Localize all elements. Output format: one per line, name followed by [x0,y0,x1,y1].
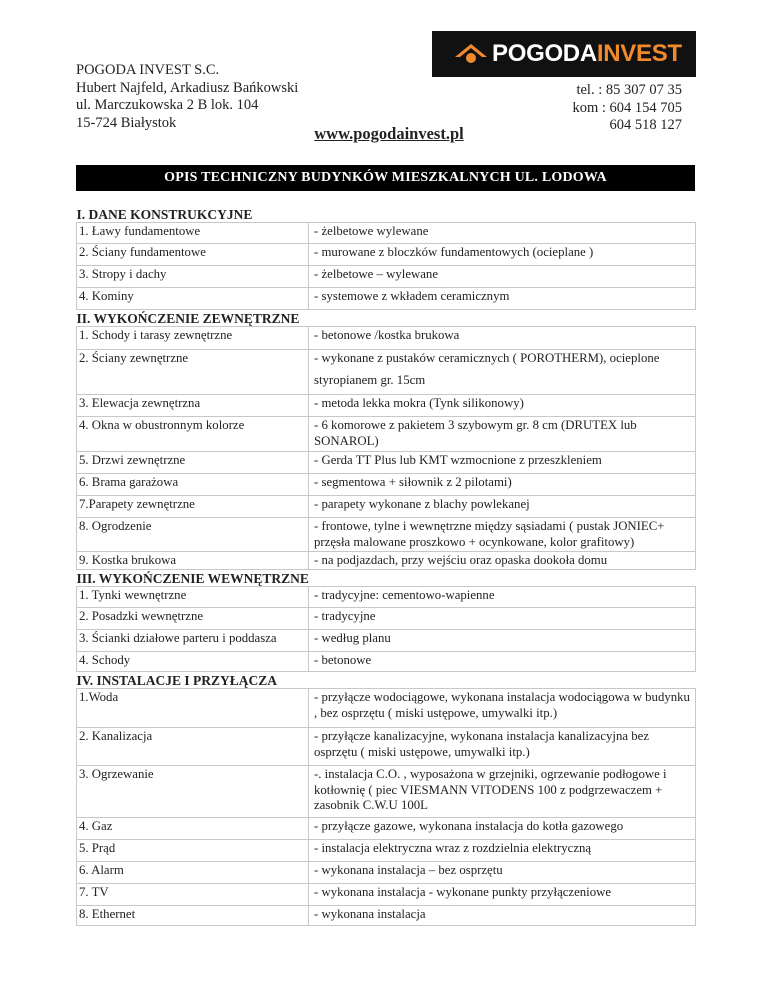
spec-value: - betonowe /kostka brukowa [309,327,696,350]
spec-table [76,206,696,926]
spec-row [77,518,696,552]
section-heading-row [77,310,696,327]
spec-label: 2. Posadzki wewnętrzne [77,608,309,630]
company-city: 15-724 Białystok [76,114,177,131]
spec-row [77,474,696,496]
spec-label: 6. Alarm [77,862,309,884]
spec-label: 6. Brama garażowa [77,474,309,496]
spec-label: 4. Gaz [77,818,309,840]
spec-value: - systemowe z wkładem ceramicznym [309,288,696,310]
spec-value: - przyłącze kanalizacyjne, wykonana instalacja kanalizacyjna bez osprzętu ( miski ustępowe, umywalki itp.) [309,728,696,766]
spec-row [77,840,696,862]
logo-text: POGODAINVEST [492,40,682,67]
spec-value: - tradycyjne [309,608,696,630]
spec-label: 9. Kostka brukowa [77,552,309,570]
spec-row [77,689,696,728]
section-heading: I. DANE KONSTRUKCYJNE [76,207,253,222]
spec-value: - instalacja elektryczna wraz z rozdzielnia elektryczną [309,840,696,862]
spec-row [77,417,696,452]
company-address [76,62,298,132]
spec-label: 2. Ściany zewnętrzne [77,350,309,395]
spec-row [77,766,696,818]
spec-value: - 6 komorowe z pakietem 3 szybowym gr. 8 cm (DRUTEX lub SONAROL) [309,417,696,452]
spec-row [77,496,696,518]
spec-row [77,862,696,884]
spec-value: - metoda lekka mokra (Tynk silikonowy) [309,395,696,417]
spec-label: 4. Kominy [77,288,309,310]
company-logo [432,31,696,77]
spec-label: 2. Ściany fundamentowe [77,244,309,266]
spec-row [77,395,696,417]
spec-row [77,630,696,652]
spec-row [77,818,696,840]
spec-value: - betonowe [309,652,696,672]
spec-label: 5. Drzwi zewnętrzne [77,452,309,474]
spec-label: 3. Elewacja zewnętrzna [77,395,309,417]
spec-row [77,884,696,906]
spec-value: - żelbetowe – wylewane [309,266,696,288]
spec-value: - tradycyjne: cementowo-wapienne [309,587,696,608]
section-heading: III. WYKOŃCZENIE WEWNĘTRZNE [76,571,309,586]
spec-row [77,288,696,310]
spec-row [77,244,696,266]
spec-label: 3. Ścianki działowe parteru i poddasza [77,630,309,652]
spec-row [77,608,696,630]
spec-label: 1. Ławy fundamentowe [77,223,309,244]
spec-row [77,266,696,288]
spec-value: - według planu [309,630,696,652]
spec-row [77,728,696,766]
section-heading: II. WYKOŃCZENIE ZEWNĘTRZNE [76,311,300,326]
spec-value: - segmentowa + siłownik z 2 pilotami) [309,474,696,496]
section-heading-row [77,206,696,223]
spec-label: 8. Ogrodzenie [77,518,309,552]
spec-row [77,552,696,570]
spec-label: 3. Ogrzewanie [77,766,309,818]
spec-value: - murowane z bloczków fundamentowych (ocieplane ) [309,244,696,266]
section-heading-row [77,672,696,689]
spec-label: 3. Stropy i dachy [77,266,309,288]
website-link[interactable]: www.pogodainvest.pl [314,124,464,143]
spec-row [77,587,696,608]
website-line [0,124,768,144]
spec-value-continued: styropianem gr. 15cm [314,372,426,387]
spec-value: - wykonana instalacja - wykonane punkty przyłączeniowe [309,884,696,906]
section-heading: IV. INSTALACJE I PRZYŁĄCZA [76,673,278,688]
contact-kom: kom : 604 154 705 [572,99,682,116]
spec-row [77,906,696,926]
spec-label: 2. Kanalizacja [77,728,309,766]
company-street: ul. Marczukowska 2 B lok. 104 [76,97,259,113]
document-title: OPIS TECHNICZNY BUDYNKÓW MIESZKALNYCH UL. LODOWA [76,165,695,191]
spec-label: 7.Parapety zewnętrzne [77,496,309,518]
spec-value: - przyłącze wodociągowe, wykonana instalacja wodociągowa w budynku , bez osprzętu ( miski ustępowe, umywalki itp.) [309,689,696,728]
spec-row [77,223,696,244]
house-icon [454,42,488,66]
spec-label: 1. Tynki wewnętrzne [77,587,309,608]
spec-label: 4. Schody [77,652,309,672]
spec-row [77,327,696,350]
company-owners: Hubert Najfeld, Arkadiusz Bańkowski [76,79,299,96]
spec-value: -. instalacja C.O. , wyposażona w grzejniki, ogrzewanie podłogowe i kotłownię ( piec VIESMANN VITODENS 100 z podgrzewaczem + zasobnik C.W.U 100L [309,766,696,818]
spec-label: 7. TV [77,884,309,906]
spec-label: 5. Prąd [77,840,309,862]
spec-label: 1.Woda [77,689,309,728]
spec-value: - wykonana instalacja [309,906,696,926]
contact-tel: tel. : 85 307 07 35 [576,82,682,98]
spec-value: - Gerda TT Plus lub KMT wzmocnione z przeszkleniem [309,452,696,474]
spec-value: - wykonana instalacja – bez osprzętu [309,862,696,884]
contact-kom2: 604 518 127 [609,117,682,133]
spec-label: 8. Ethernet [77,906,309,926]
company-name: POGODA INVEST S.C. [76,62,220,78]
spec-value: - przyłącze gazowe, wykonana instalacja do kotła gazowego [309,818,696,840]
spec-row [77,350,696,395]
section-heading-row [77,570,696,587]
spec-label: 4. Okna w obustronnym kolorze [77,417,309,452]
spec-value: - frontowe, tylne i wewnętrzne między sąsiadami ( pustak JONIEC+ przęsła malowane proszkowo + ocynkowane, kolor grafitowy) [309,518,696,552]
spec-row [77,452,696,474]
spec-value: - parapety wykonane z blachy powlekanej [309,496,696,518]
spec-row [77,652,696,672]
spec-value: - na podjazdach, przy wejściu oraz opaska dookoła domu [309,552,696,570]
spec-value: - wykonane z pustaków ceramicznych ( POROTHERM), ocieplone styropianem gr. 15cm [309,350,696,395]
spec-label: 1. Schody i tarasy zewnętrzne [77,327,309,350]
spec-value: - żelbetowe wylewane [309,223,696,244]
